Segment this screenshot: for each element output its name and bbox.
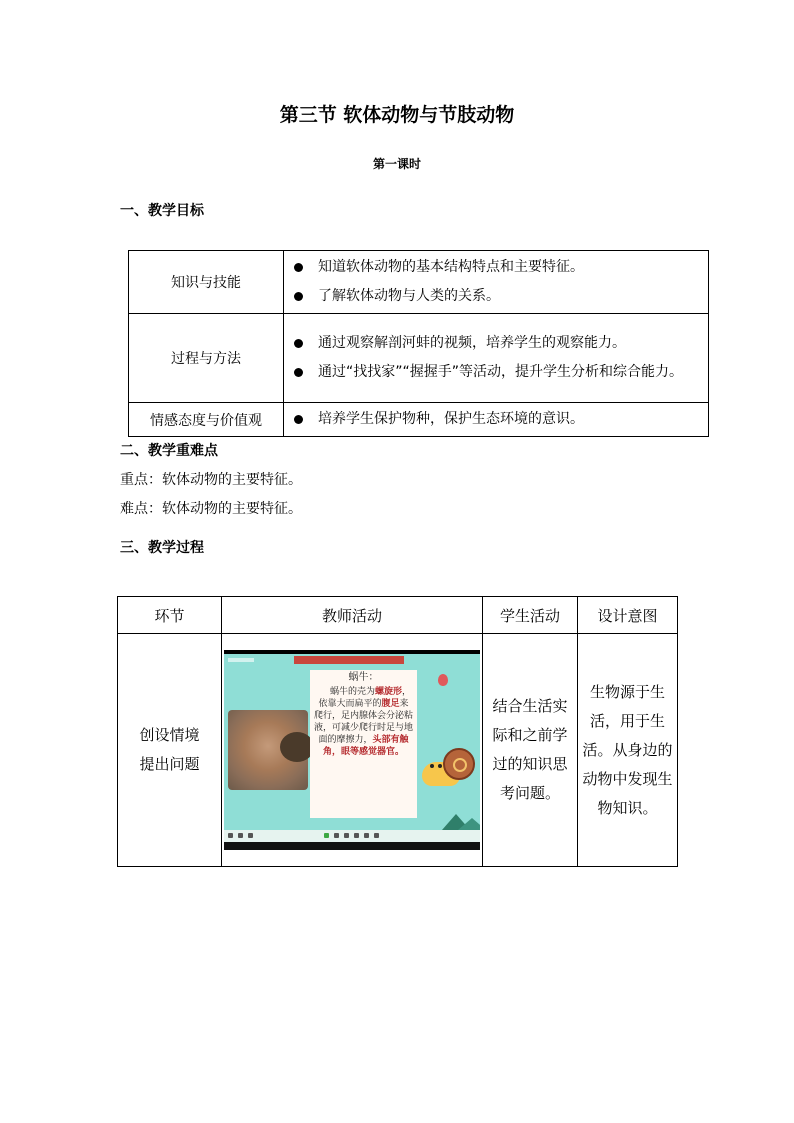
teaching-process-table — [117, 596, 678, 867]
snail-photo — [228, 710, 308, 790]
lesson-subtitle: 第一课时 — [372, 157, 421, 171]
tool-icon — [238, 833, 243, 838]
goal-items — [284, 314, 709, 403]
cartoon-snail-shell — [443, 748, 475, 780]
stage-text: 创设情境提出问题 — [139, 726, 200, 773]
section3-heading: 三、教学过程 — [120, 540, 204, 556]
table-row — [118, 634, 678, 867]
design-intent-cell — [578, 634, 678, 867]
slide-text-box — [310, 670, 417, 818]
column-header-intent: 设计意图 — [578, 597, 678, 634]
table-row — [129, 314, 709, 403]
column-header-student: 学生活动 — [483, 597, 578, 634]
section1-heading: 一、教学目标 — [120, 203, 204, 219]
slide-toolbar — [224, 830, 480, 842]
goal-item: 了解软体动物与人类的关系。 — [290, 282, 700, 311]
column-header-stage: 环节 — [118, 597, 222, 634]
tool-icon — [364, 833, 369, 838]
key-point: 重点：软体动物的主要特征。 — [120, 472, 302, 488]
document-title: 第三节 软体动物与节肢动物 — [279, 104, 515, 126]
design-intent-text: 生物源于生活，用于生活。从身边的动物中发现生物知识。 — [582, 682, 673, 817]
tool-icon — [248, 833, 253, 838]
goal-item: 培养学生保护物种，保护生态环境的意识。 — [290, 405, 700, 434]
goal-category: 知识与技能 — [129, 251, 284, 314]
goal-category: 情感态度与价值观 — [129, 403, 284, 437]
difficult-point: 难点：软体动物的主要特征。 — [120, 501, 302, 517]
table-row — [129, 251, 709, 314]
column-header-teacher: 教师活动 — [222, 597, 483, 634]
slide-screenshot — [224, 650, 480, 850]
play-icon — [324, 833, 329, 838]
goal-item: 通过观察解剖河蚌的视频，培养学生的观察能力。 — [290, 329, 700, 358]
tool-icon — [228, 833, 233, 838]
tool-icon — [374, 833, 379, 838]
table-row — [129, 403, 709, 437]
goal-category: 过程与方法 — [129, 314, 284, 403]
stage-cell — [118, 634, 222, 867]
goal-item: 知道软体动物的基本结构特点和主要特征。 — [290, 253, 700, 282]
slide-paragraph: 蜗牛的壳为螺旋形，依靠大而扁平的腹足来爬行，足内腺体会分泌粘液，可减少爬行时足与地面的摩擦力，头部有触角，眼等感觉器官。 — [314, 687, 414, 757]
mountain-icon — [458, 818, 480, 830]
slide-banner — [294, 656, 404, 664]
goal-items — [284, 403, 709, 437]
tool-icon — [344, 833, 349, 838]
section2-heading: 二、教学重难点 — [120, 443, 218, 459]
slide-label: 蜗牛： — [348, 672, 379, 683]
tool-icon — [354, 833, 359, 838]
goal-items — [284, 251, 709, 314]
student-activity-text: 结合生活实际和之前学过的知识思考问题。 — [492, 697, 568, 802]
student-activity-cell — [483, 634, 578, 867]
balloon-icon — [438, 674, 448, 686]
goal-item: 通过“找找家”“握握手”等活动，提升学生分析和综合能力。 — [290, 358, 700, 387]
teacher-activity-cell — [222, 634, 483, 867]
tool-icon — [334, 833, 339, 838]
table-header-row — [118, 597, 678, 634]
teaching-goals-table — [128, 250, 709, 437]
